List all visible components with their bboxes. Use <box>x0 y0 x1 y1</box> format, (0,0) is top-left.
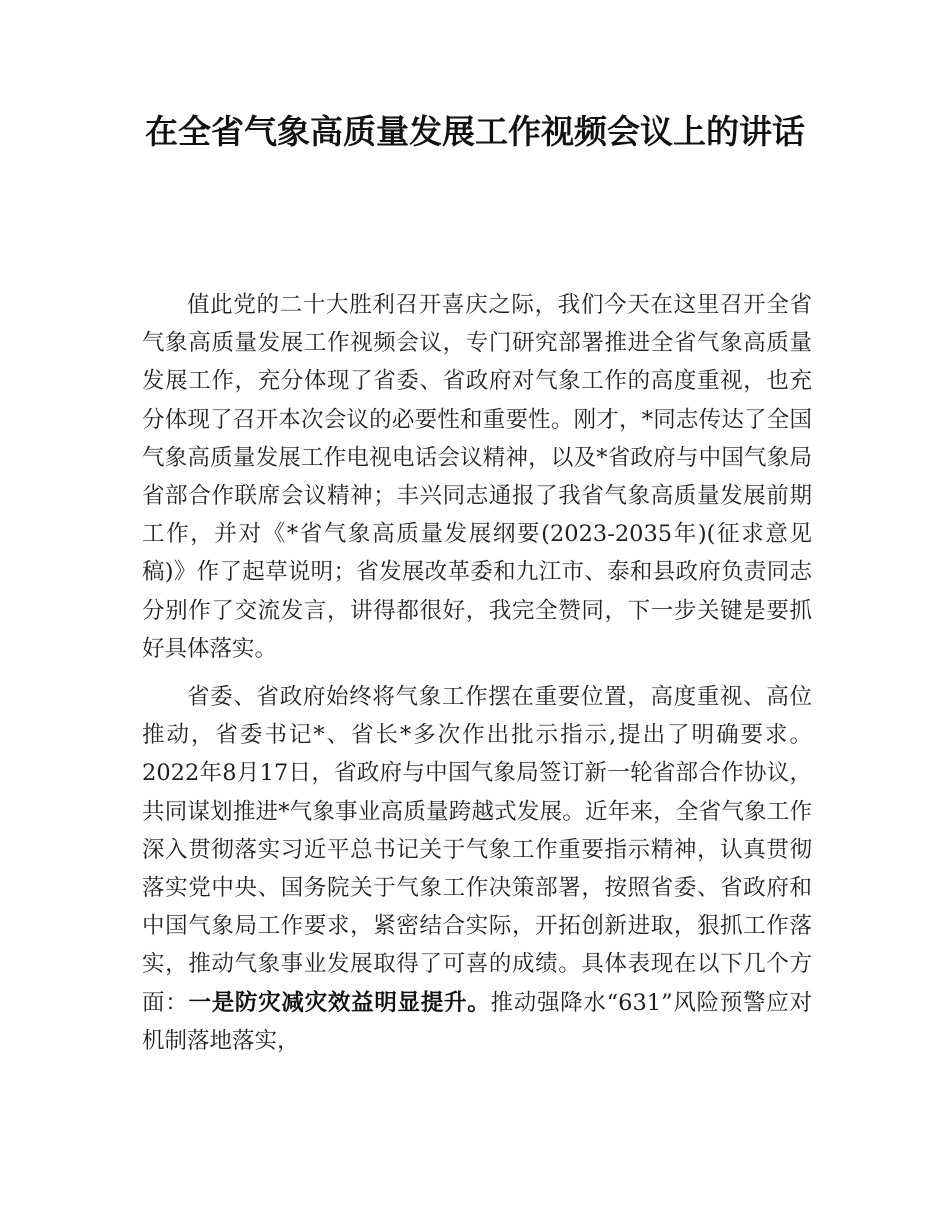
document-title: 在全省气象高质量发展工作视频会议上的讲话 <box>145 112 805 151</box>
paragraph-opening <box>142 286 812 668</box>
document-body <box>142 286 812 1070</box>
paragraph-emphasis: 一是防灾减灾效益明显提升。 <box>188 989 491 1016</box>
paragraph-achievements-tail: 推动强降水“631”风险预警应对机制落地落实， <box>142 989 812 1054</box>
paragraph-achievements <box>142 678 812 1060</box>
paragraph-achievements-text: 省委、省政府始终将气象工作摆在重要位置，高度重视、高位推动，省委书记*、省长*多次作出批示指示,提出了明确要求。2022年8月17日，省政府与中国气象局签订新一轮省部合作协议，共同谋划推进*气象事业高质量跨越式发展。近年来，全省气象工作深入贯彻落实习近平总书记关于气象工作重要指示精神，认真贯彻落实党中央、国务院关于气象工作决策部署，按照省委、省政府和中国气象局工作要求，紧密结合实际，开拓创新进取，狠抓工作落实，推动气象事业发展取得了可喜的成绩。具体表现在以下几个方面： <box>142 684 812 1016</box>
paragraph-opening-text: 值此党的二十大胜利召开喜庆之际，我们今天在这里召开全省气象高质量发展工作视频会议，专门研究部署推进全省气象高质量发展工作，充分体现了省委、省政府对气象工作的高度重视，也充分体现了召开本次会议的必要性和重要性。刚才，*同志传达了全国气象高质量发展工作电视电话会议精神，以及*省政府与中国气象局省部合作联席会议精神；丰兴同志通报了我省气象高质量发展前期工作，并对《*省气象高质量发展纲要(2023-2035年)(征求意见稿)》作了起草说明；省发展改革委和九江市、泰和县政府负责同志分别作了交流发言，讲得都很好，我完全赞同，下一步关键是要抓好具体落实。 <box>142 292 812 662</box>
